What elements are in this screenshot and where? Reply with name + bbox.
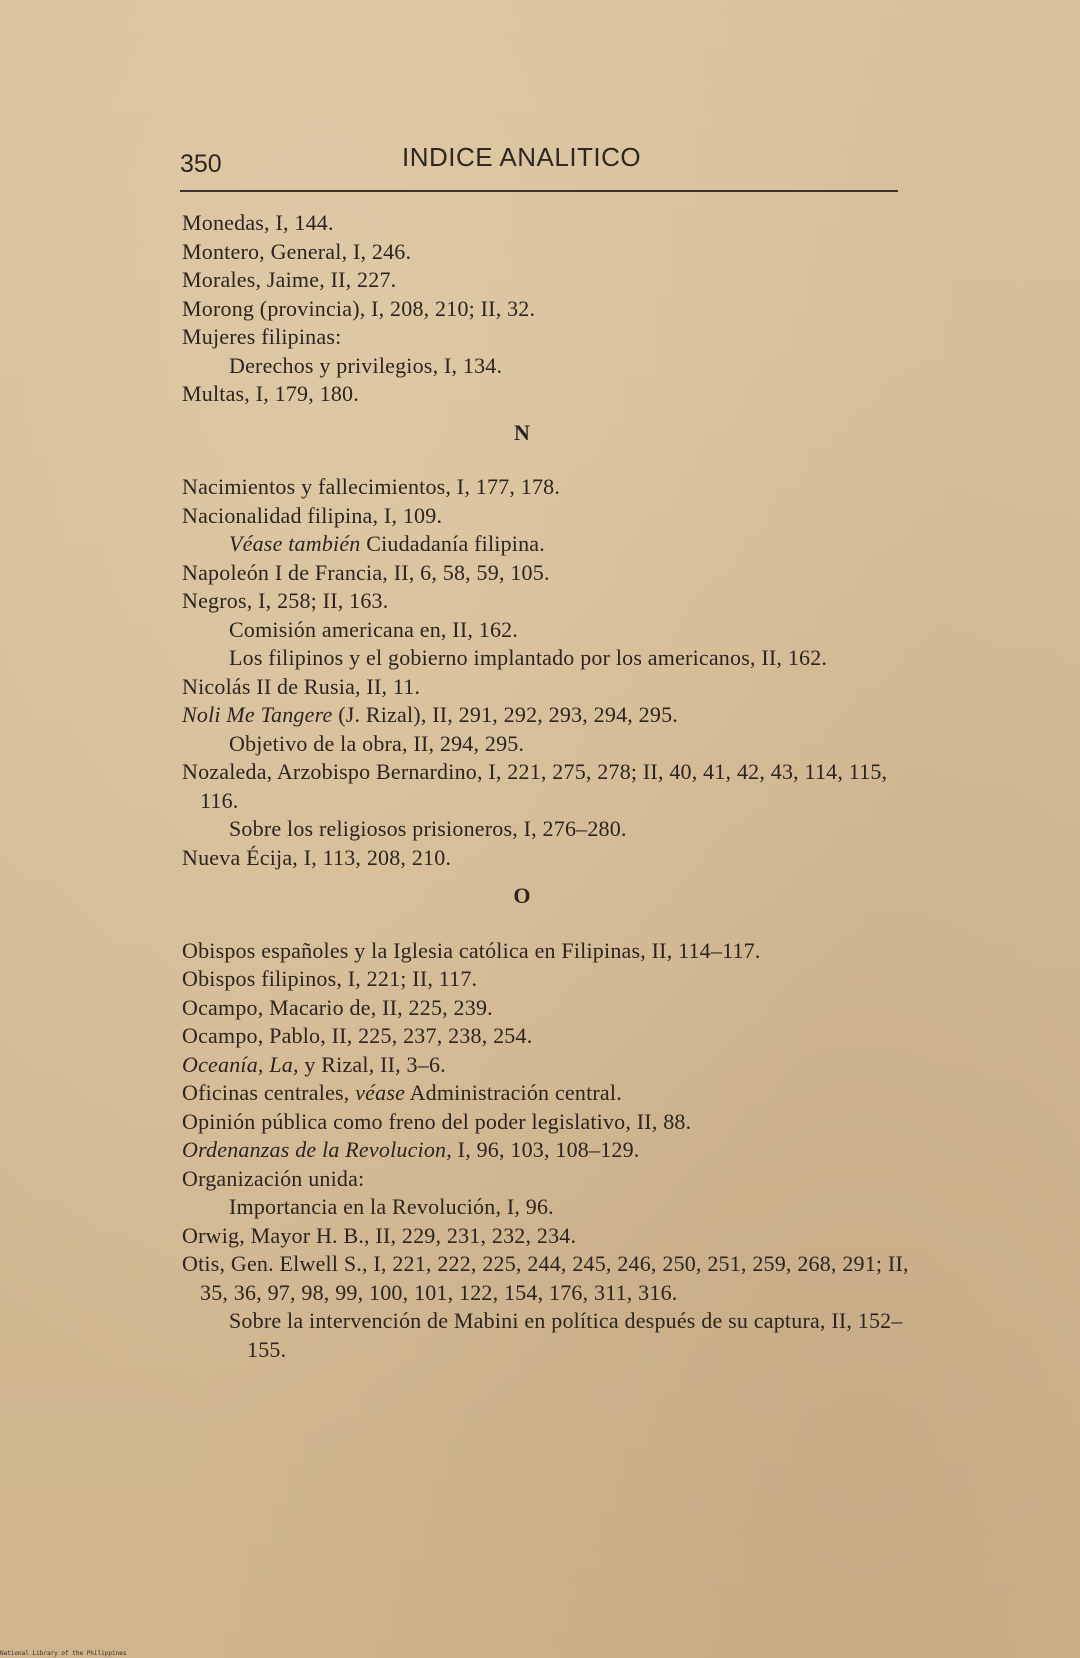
see-label: véase [355,1080,406,1105]
index-list [182,209,912,1364]
section-letter-n: N [513,419,531,445]
index-entry: Nozaleda, Arzobispo Bernardino, I, 221, 275, 278; II, 40, 41, 42, 43, 114, 115, 116. [182,759,888,813]
index-subentry: Objetivo de la obra, II, 294, 295. [229,730,525,756]
index-entry: Obispos filipinos, I, 221; II, 117. [182,966,478,991]
index-entry-see [182,1079,912,1108]
work-title: Noli Me Tangere [182,702,333,727]
index-entry: Nicolás II de Rusia, II, 11. [182,673,421,699]
index-entry: Negros, I, 258; II, 163. [182,588,389,613]
entry-locators: I, 96, 103, 108–129. [457,1137,640,1162]
entry-locators: y Rizal, II, 3–6. [304,1051,446,1077]
work-title: Oceanía, La, [182,1051,299,1077]
index-entry-title [182,1136,912,1165]
index-entry: Organización unida: [182,1165,365,1191]
index-entry: Ocampo, Macario de, II, 225, 239. [182,994,493,1020]
index-entry: Morales, Jaime, II, 227. [182,267,397,292]
index-entry: Ocampo, Pablo, II, 225, 237, 238, 254. [182,1023,533,1048]
index-entry-title [182,1051,912,1080]
index-subentry: Sobre la intervención de Mabini en política después de su captura, II, 152–155. [229,1308,903,1362]
index-subentry: Derechos y privilegios, I, 134. [229,352,503,378]
header-rule [180,190,898,192]
entry-heading: Oficinas centrales, [182,1080,350,1105]
index-entry: Monedas, I, 144. [182,210,334,235]
index-entry: Obispos españoles y la Iglesia católica en Filipinas, II, 114–117. [182,937,761,963]
index-entry: Napoleón I de Francia, II, 6, 58, 59, 105. [182,559,550,585]
cross-reference-target: Administración central. [409,1080,622,1105]
index-entry: Mujeres filipinas: [182,324,342,349]
running-head: INDICE ANALITICO [402,142,642,172]
page-number: 350 [180,150,222,178]
section-letter-o: O [513,883,531,908]
page-header [180,140,900,184]
index-entry: Nacimientos y fallecimientos, I, 177, 178. [182,474,561,499]
cross-reference-target: Ciudadanía filipina. [366,531,545,556]
entry-locators: (J. Rizal), II, 291, 292, 293, 294, 295. [338,702,678,727]
index-entry: Otis, Gen. Elwell S., I, 221, 222, 225, 244, 245, 246, 250, 251, 259, 268, 291; II, 35, 36, 97, 98, 99, 100, 101, 122, 154, 176, 311, 316. [182,1251,909,1305]
scan-credit: National Library of the Philippines [0,1650,127,1657]
index-cross-reference [182,530,912,559]
index-subentry: Comisión americana en, II, 162. [229,616,519,642]
index-subentry: Los filipinos y el gobierno implantado por los americanos, II, 162. [229,645,828,670]
index-entry: Nacionalidad filipina, I, 109. [182,502,443,528]
index-entry: Nueva Écija, I, 113, 208, 210. [182,844,452,870]
index-entry-title [182,701,912,730]
index-subentry: Importancia en la Revolución, I, 96. [229,1194,554,1219]
index-entry: Morong (provincia), I, 208, 210; II, 32. [182,295,536,321]
index-entry: Multas, I, 179, 180. [182,381,359,406]
index-entry: Orwig, Mayor H. B., II, 229, 231, 232, 234. [182,1222,577,1248]
see-also-label: Véase también [229,531,361,556]
work-title: Ordenanzas de la Revolucion, [182,1137,452,1162]
index-entry: Opinión pública como freno del poder legislativo, II, 88. [182,1108,692,1134]
index-entry: Montero, General, I, 246. [182,238,412,264]
index-subentry: Sobre los religiosos prisioneros, I, 276–280. [229,816,627,841]
